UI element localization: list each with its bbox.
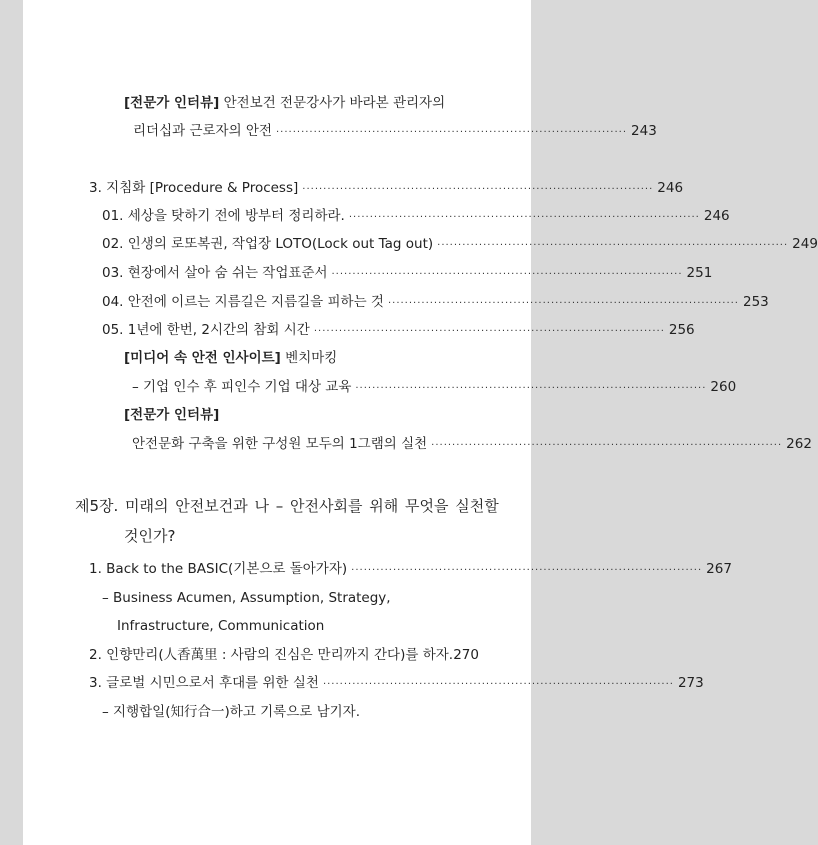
entry-title: 1. Back to the BASIC(기본으로 돌아가자)	[89, 561, 348, 577]
toc-entry-media-heading	[124, 348, 337, 368]
toc-subtitle	[102, 588, 391, 608]
toc-section	[89, 178, 684, 200]
toc-subtitle-continued	[117, 616, 324, 636]
page-number: 262	[786, 436, 812, 452]
page-number: 246	[657, 180, 684, 196]
entry-title: 05. 1년에 한번, 2시간의 참회 시간	[102, 322, 310, 338]
dot-leader: ····················································································	[387, 298, 739, 309]
entry-title: 리더십과 근로자의 안전	[133, 123, 272, 139]
page-number: 256	[668, 322, 695, 338]
toc-entry	[132, 377, 737, 399]
entry-title: 벤치마킹	[280, 350, 338, 366]
entry-tag: [미디어 속 안전 인사이트]	[124, 350, 281, 366]
page-number: 273	[677, 675, 704, 691]
entry-title: 안전문화 구축을 위한 구성원 모두의 1그램의 실천	[132, 436, 428, 452]
entry-title: Infrastructure, Communication	[117, 618, 325, 634]
dot-leader: ····················································································	[276, 127, 628, 138]
page-number: 251	[686, 265, 713, 281]
chapter-title-text: 제5장. 미래의 안전보건과 나 – 안전사회를 위해 무엇을 실천할	[75, 497, 499, 515]
entry-tag: [전문가 인터뷰]	[124, 407, 220, 423]
page-number: 243	[631, 123, 657, 139]
entry-title: 3. 글로벌 시민으로서 후대를 위한 실천	[89, 675, 319, 691]
toc-entry	[102, 292, 769, 314]
chapter-title-text: 것인가?	[124, 527, 176, 545]
page-number: 270	[453, 647, 479, 663]
entry-title: – Business Acumen, Assumption, Strategy,	[102, 590, 391, 606]
toc-entry	[102, 320, 695, 342]
dot-leader: ····················································································	[355, 383, 707, 394]
dot-leader: ····················································································	[437, 240, 789, 251]
toc-entry	[133, 121, 657, 143]
page-number: 253	[742, 294, 769, 310]
page-number: 246	[703, 208, 730, 224]
entry-title: – 기업 인수 후 피인수 기업 대상 교육	[132, 379, 352, 395]
entry-title: 3. 지침화 [Procedure & Process]	[89, 180, 299, 196]
toc-entry-interview-heading	[124, 405, 219, 425]
page-number: 249	[792, 236, 818, 252]
entry-title: 02. 인생의 로또복권, 작업장 LOTO(Lock out Tag out)	[102, 236, 434, 252]
toc-section	[89, 559, 732, 581]
toc-entry	[102, 234, 818, 256]
dot-leader: ····················································································	[431, 440, 783, 451]
entry-title: 2. 인향만리(人香萬里 : 사람의 진심은 만리까지 간다)를 하자.	[89, 647, 454, 663]
entry-tag: [전문가 인터뷰]	[124, 95, 220, 111]
dot-leader: ····················································································	[302, 184, 654, 195]
toc-entry	[132, 434, 812, 456]
toc-entry	[102, 206, 730, 228]
dot-leader: ····················································································	[348, 212, 700, 223]
chapter-title	[75, 496, 499, 516]
toc-entry	[102, 263, 713, 285]
entry-title: 03. 현장에서 살아 숨 쉬는 작업표준서	[102, 265, 328, 281]
entry-title: – 지행합일(知行合一)하고 기록으로 남기자.	[102, 704, 360, 720]
dot-leader: ····················································································	[351, 565, 703, 576]
toc-section	[89, 645, 479, 665]
dot-leader: ····················································································	[313, 326, 665, 337]
page-number: 260	[710, 379, 737, 395]
toc-subtitle	[102, 702, 360, 722]
dot-leader: ····················································································	[331, 269, 683, 280]
entry-title: 01. 세상을 탓하기 전에 방부터 정리하라.	[102, 208, 345, 224]
dot-leader: ····················································································	[322, 679, 674, 690]
page-number: 267	[706, 561, 732, 577]
entry-title: 04. 안전에 이르는 지름길은 지름길을 피하는 것	[102, 294, 384, 310]
toc-section	[89, 673, 704, 695]
book-page	[23, 0, 818, 845]
entry-title: 안전보건 전문강사가 바라본 관리자의	[219, 95, 446, 111]
toc-entry-interview-heading	[124, 93, 445, 113]
chapter-title-continued	[124, 526, 175, 546]
